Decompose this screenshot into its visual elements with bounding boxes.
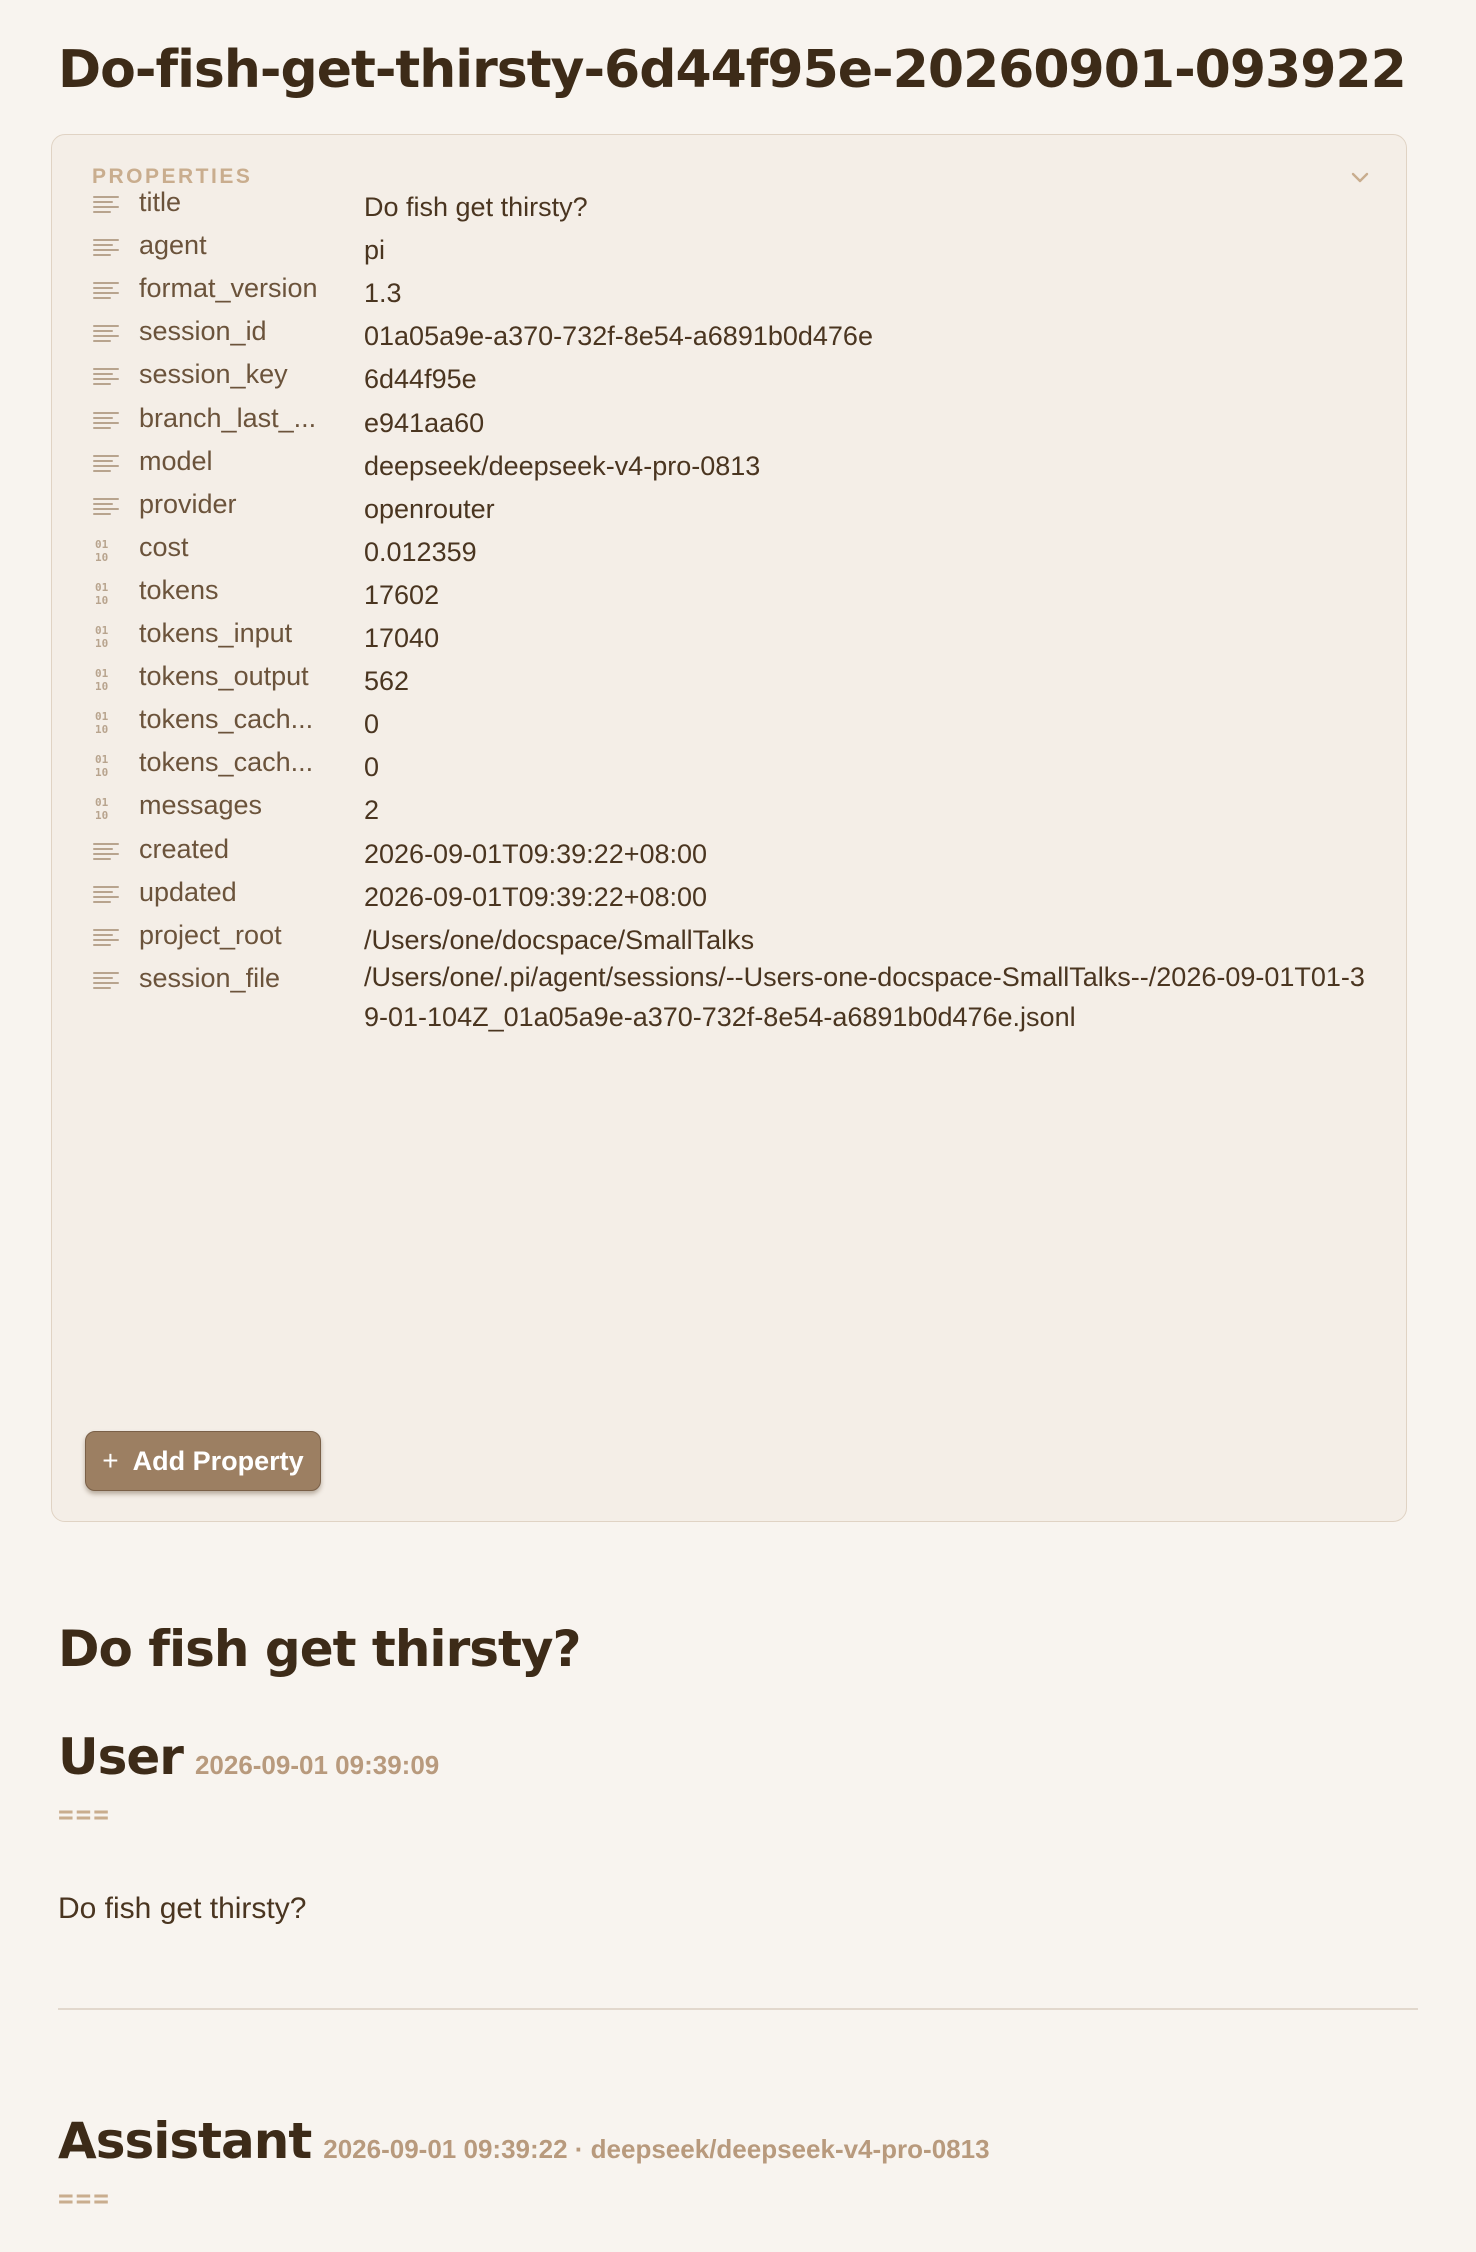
property-key[interactable]: format_version: [139, 273, 318, 304]
property-value[interactable]: pi: [364, 235, 386, 266]
property-key[interactable]: agent: [139, 230, 207, 261]
property-value[interactable]: /Users/one/.pi/agent/sessions/--Users-one-docspace-SmallTalks--/2026-09-01T01-39-01-104Z_01a05a9e-a370-732f-8e54-a6891b0d476e.jsonl: [364, 961, 1365, 1032]
svg-text:01: 01: [95, 753, 109, 767]
property-key[interactable]: tokens_cach...: [139, 747, 314, 778]
property-value[interactable]: Do fish get thirsty?: [364, 192, 588, 222]
property-value[interactable]: 2: [364, 795, 380, 826]
property-value[interactable]: 2026-09-01T09:39:22+08:00: [364, 838, 708, 869]
property-key[interactable]: model: [139, 445, 213, 476]
number-type-icon: [92, 622, 120, 650]
content-heading: Do fish get thirsty?: [58, 1620, 581, 1678]
assistant-meta: 2026-09-01 09:39:22 · deepseek/deepseek-v4-pro-0813: [323, 2134, 990, 2164]
property-key[interactable]: project_root: [139, 919, 282, 950]
user-message-text: Do fish get thirsty?: [58, 1892, 307, 1925]
number-type-icon: [92, 665, 120, 693]
property-key[interactable]: tokens_input: [139, 618, 293, 648]
number-type-icon: [92, 794, 120, 822]
property-key[interactable]: tokens_output: [139, 661, 309, 692]
text-type-icon: [92, 924, 120, 952]
number-type-icon: [92, 751, 120, 779]
property-key[interactable]: session_id: [139, 316, 267, 347]
property-value[interactable]: 0: [364, 709, 380, 740]
assistant-role-label: Assistant: [58, 2112, 312, 2170]
svg-text:10: 10: [95, 809, 109, 823]
svg-text:01: 01: [95, 667, 109, 681]
svg-text:01: 01: [95, 537, 109, 551]
property-key[interactable]: session_key: [139, 359, 288, 390]
user-role-label: User: [58, 1728, 183, 1786]
property-value[interactable]: 17602: [364, 579, 440, 610]
property-value[interactable]: 17040: [364, 623, 440, 653]
property-row[interactable]: [92, 959, 1376, 1032]
property-key[interactable]: created: [139, 833, 230, 864]
svg-text:01: 01: [95, 624, 109, 637]
text-type-icon: [92, 191, 120, 219]
property-key[interactable]: provider: [139, 488, 237, 519]
number-type-icon: [92, 708, 120, 736]
text-type-icon: [92, 320, 120, 348]
properties-panel: [51, 134, 1407, 1522]
svg-text:01: 01: [95, 580, 109, 594]
property-key[interactable]: tokens: [139, 574, 219, 605]
property-key[interactable]: tokens_cach...: [139, 704, 314, 735]
property-value[interactable]: openrouter: [364, 493, 495, 524]
add-property-label: Add Property: [132, 1445, 304, 1476]
property-value[interactable]: 01a05a9e-a370-732f-8e54-a6891b0d476e: [364, 321, 873, 352]
svg-text:10: 10: [95, 550, 109, 564]
svg-text:10: 10: [95, 593, 109, 607]
property-value[interactable]: 0: [364, 752, 380, 783]
text-type-icon: [92, 881, 120, 909]
svg-text:01: 01: [95, 796, 109, 810]
property-key[interactable]: messages: [139, 790, 263, 821]
property-key[interactable]: session_file: [139, 962, 281, 993]
property-key[interactable]: updated: [139, 876, 237, 907]
svg-text:10: 10: [95, 680, 109, 694]
property-value[interactable]: 0.012359: [364, 536, 477, 567]
add-property-button[interactable]: [85, 1431, 321, 1491]
property-value[interactable]: 2026-09-01T09:39:22+08:00: [364, 881, 708, 912]
property-value[interactable]: 1.3: [364, 278, 402, 309]
property-key[interactable]: branch_last_...: [139, 402, 317, 433]
text-type-icon: [92, 493, 120, 521]
properties-header[interactable]: PROPERTIES: [92, 165, 253, 188]
text-type-icon: [92, 838, 120, 866]
user-separator: ===: [58, 1800, 111, 1830]
number-type-icon: [92, 536, 120, 564]
text-type-icon: [92, 363, 120, 391]
property-value[interactable]: 6d44f95e: [364, 364, 477, 395]
svg-text:10: 10: [95, 723, 109, 737]
svg-text:10: 10: [95, 637, 109, 650]
svg-text:01: 01: [95, 710, 109, 724]
text-type-icon: [92, 277, 120, 305]
property-key[interactable]: cost: [139, 531, 189, 562]
message-divider: [58, 2008, 1418, 2010]
text-type-icon: [92, 407, 120, 435]
property-value[interactable]: 562: [364, 666, 410, 697]
user-timestamp: 2026-09-01 09:39:09: [194, 1750, 440, 1780]
text-type-icon: [92, 234, 120, 262]
assistant-message-header: [58, 2112, 990, 2170]
property-value[interactable]: e941aa60: [364, 407, 485, 438]
assistant-separator: ===: [58, 2184, 111, 2214]
property-value[interactable]: deepseek/deepseek-v4-pro-0813: [364, 450, 761, 481]
number-type-icon: [92, 579, 120, 607]
plus-icon: +: [102, 1445, 119, 1476]
text-type-icon: [92, 450, 120, 478]
text-type-icon: [92, 967, 120, 995]
svg-text:10: 10: [95, 766, 109, 780]
user-message-header: [58, 1728, 439, 1786]
note-title[interactable]: Do-fish-get-thirsty-6d44f95e-20260901-093922: [58, 40, 1406, 100]
property-key[interactable]: title: [139, 187, 182, 217]
property-value[interactable]: /Users/one/docspace/SmallTalks: [364, 924, 755, 955]
